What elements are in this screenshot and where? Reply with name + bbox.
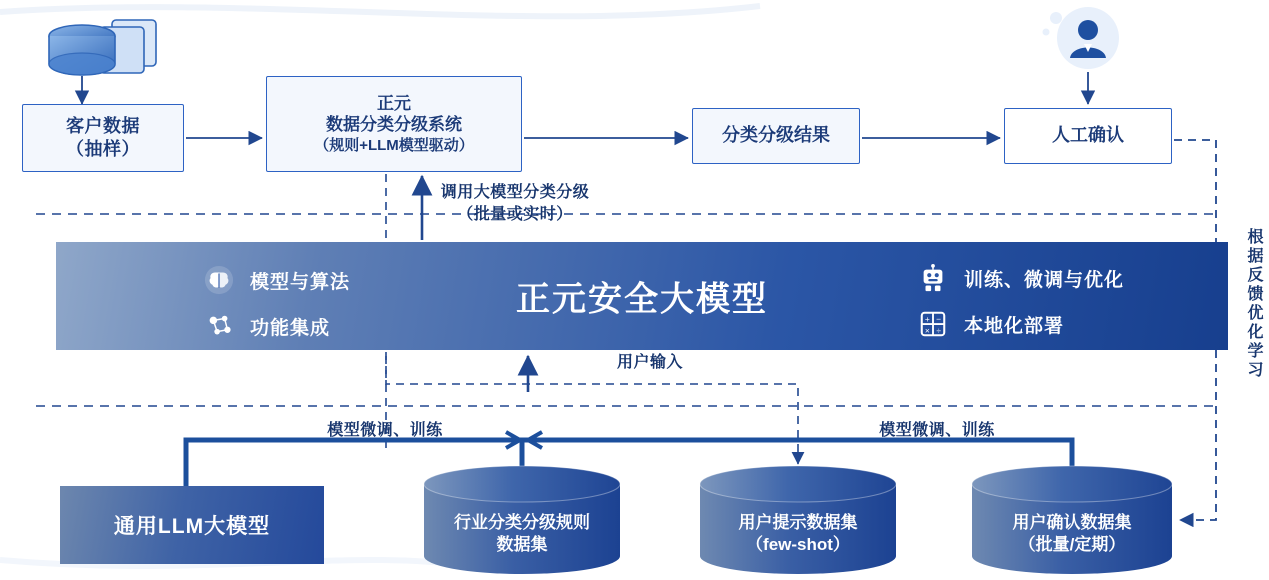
svg-text:−: − — [936, 314, 942, 325]
node-general-llm[interactable] — [60, 486, 324, 564]
feature-label: 模型与算法 — [250, 271, 351, 293]
svg-text:÷: ÷ — [936, 325, 941, 336]
feature-label: 本地化部署 — [964, 315, 1065, 337]
edge-label-user-input: 用户输入 — [616, 354, 683, 371]
node-confirm-dataset[interactable] — [972, 470, 1172, 570]
result-label: 分类分级结果 — [722, 125, 830, 146]
svg-text:+: + — [924, 314, 930, 325]
customer-data-line2: （抽样） — [66, 139, 140, 159]
node-customer-data[interactable] — [22, 104, 184, 172]
system-line3: （规则+LLM模型驱动） — [314, 137, 474, 155]
robot-icon — [918, 263, 948, 293]
call-model-line2: （批量或实时） — [457, 205, 573, 223]
edge-label-call-model — [400, 182, 630, 225]
svg-text:×: × — [924, 325, 930, 336]
prompt-dataset-line1: 用户提示数据集 — [738, 512, 858, 532]
feature-label: 功能集成 — [250, 317, 331, 339]
node-manual-confirm[interactable] — [1004, 108, 1172, 164]
calculator-icon — [918, 309, 948, 339]
person-avatar-icon — [1043, 7, 1120, 104]
feature-function-integration — [204, 310, 350, 342]
big-model-right-features — [918, 262, 1124, 354]
rules-dataset-line1: 行业分类分级规则 — [454, 512, 590, 532]
feature-label: 训练、微调与优化 — [964, 269, 1125, 291]
system-line2: 数据分类分级系统 — [326, 115, 462, 135]
call-model-line1: 调用大模型分类分级 — [440, 184, 590, 201]
brain-icon — [204, 265, 234, 295]
feature-model-algorithm — [204, 264, 350, 296]
prompt-dataset-line2: （few-shot） — [746, 534, 850, 554]
node-prompt-dataset[interactable] — [700, 470, 896, 570]
confirm-dataset-line1: 用户确认数据集 — [1012, 512, 1132, 532]
system-line1: 正元 — [377, 93, 411, 113]
feature-training-tuning — [918, 262, 1124, 294]
big-model-title: 正元安全大模型 — [516, 280, 768, 319]
prompt-dataset-label — [700, 512, 896, 570]
edge-label-finetune-right: 模型微调、训练 — [879, 422, 995, 439]
edge-label-feedback-loop: 根据反馈优化学习 — [1245, 228, 1262, 380]
rules-dataset-line2: 数据集 — [496, 534, 548, 554]
node-big-model-band[interactable] — [56, 242, 1228, 350]
confirm-dataset-label — [972, 512, 1172, 570]
feature-local-deployment — [918, 308, 1124, 340]
confirm-dataset-line2: （批量/定期） — [1018, 534, 1126, 554]
rules-dataset-label — [424, 512, 620, 570]
customer-data-line1: 客户数据 — [66, 115, 140, 136]
node-classification-result[interactable] — [692, 108, 860, 164]
node-rules-dataset[interactable] — [424, 470, 620, 570]
manual-confirm-label: 人工确认 — [1052, 125, 1124, 146]
node-classification-system[interactable] — [266, 76, 522, 172]
general-llm-label: 通用LLM大模型 — [113, 515, 271, 538]
big-model-left-features — [204, 264, 350, 356]
edge-label-finetune-left: 模型微调、训练 — [327, 422, 443, 439]
database-stack-icon — [49, 20, 156, 104]
network-nodes-icon — [204, 311, 234, 341]
